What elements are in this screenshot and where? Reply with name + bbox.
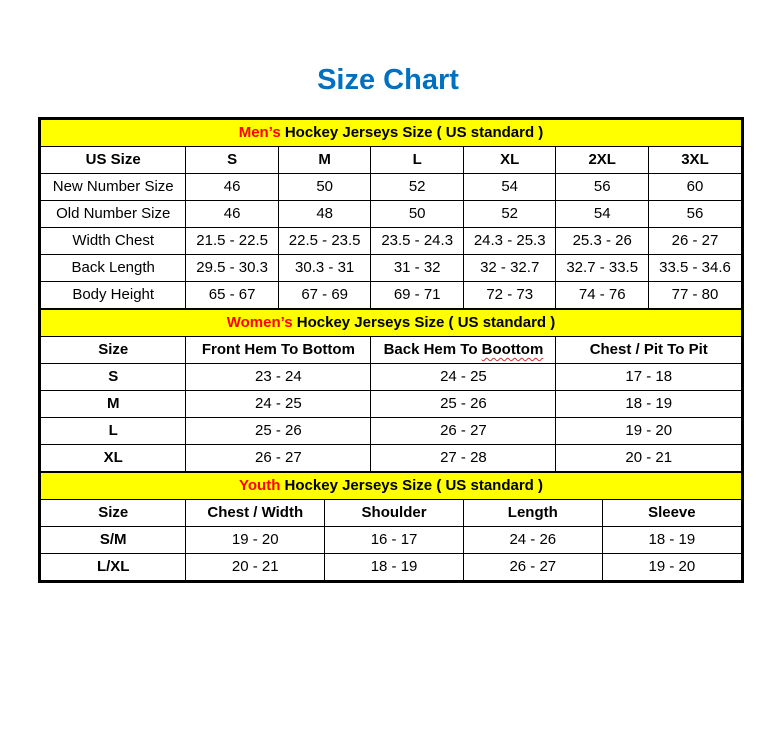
table-row [41, 554, 741, 581]
column-header: XL [463, 147, 556, 174]
data-cell: 22.5 - 23.5 [278, 228, 371, 255]
mens-column-header-row [41, 147, 741, 174]
row-label: Body Height [41, 282, 186, 309]
data-cell: 25 - 26 [186, 418, 371, 445]
row-label: M [41, 391, 186, 418]
data-cell: 50 [371, 201, 464, 228]
column-header: M [278, 147, 371, 174]
data-cell: 31 - 32 [371, 255, 464, 282]
table-caption [41, 310, 741, 337]
data-cell: 52 [463, 201, 556, 228]
column-header: Chest / Pit To Pit [556, 337, 741, 364]
table-row [41, 174, 741, 201]
data-cell: 48 [278, 201, 371, 228]
data-cell: 27 - 28 [371, 445, 556, 472]
column-header: Size [41, 500, 186, 527]
row-label: S/M [41, 527, 186, 554]
row-label: L/XL [41, 554, 186, 581]
row-label: Width Chest [41, 228, 186, 255]
data-cell: 50 [278, 174, 371, 201]
column-header: Shoulder [325, 500, 464, 527]
column-header: Chest / Width [186, 500, 325, 527]
data-cell: 26 - 27 [463, 554, 602, 581]
data-cell: 23.5 - 24.3 [371, 228, 464, 255]
data-cell: 65 - 67 [186, 282, 279, 309]
column-header [371, 337, 556, 364]
caption-highlight: Women’s [226, 313, 293, 331]
youth-column-header-row [41, 500, 741, 527]
column-header: Size [41, 337, 186, 364]
data-cell: 32 - 32.7 [463, 255, 556, 282]
data-cell: 54 [556, 201, 649, 228]
data-cell: 67 - 69 [278, 282, 371, 309]
data-cell: 24.3 - 25.3 [463, 228, 556, 255]
data-cell: 19 - 20 [186, 527, 325, 554]
data-cell: 60 [648, 174, 741, 201]
data-cell: 20 - 21 [186, 554, 325, 581]
table-row [41, 228, 741, 255]
page-title: Size Chart [317, 64, 459, 96]
row-label: Back Length [41, 255, 186, 282]
data-cell: 24 - 25 [186, 391, 371, 418]
size-tables [38, 117, 744, 583]
womens-column-header-row [41, 337, 741, 364]
womens-size-table [41, 309, 741, 472]
data-cell: 52 [371, 174, 464, 201]
data-cell: 30.3 - 31 [278, 255, 371, 282]
data-cell: 26 - 27 [648, 228, 741, 255]
data-cell: 19 - 20 [556, 418, 741, 445]
mens-caption-row [41, 120, 741, 147]
column-header: 2XL [556, 147, 649, 174]
row-label: XL [41, 445, 186, 472]
misspelled-word: Boottom [481, 340, 544, 358]
row-label: S [41, 364, 186, 391]
column-header: Front Hem To Bottom [186, 337, 371, 364]
caption-text: Hockey Jerseys Size ( US standard ) [292, 313, 556, 331]
womens-caption-row [41, 310, 741, 337]
data-cell: 18 - 19 [556, 391, 741, 418]
data-cell: 24 - 26 [463, 527, 602, 554]
table-caption [41, 473, 741, 500]
column-header: L [371, 147, 464, 174]
table-row [41, 282, 741, 309]
table-row [41, 391, 741, 418]
row-label: Old Number Size [41, 201, 186, 228]
data-cell: 18 - 19 [602, 527, 741, 554]
data-cell: 77 - 80 [648, 282, 741, 309]
column-header: S [186, 147, 279, 174]
data-cell: 17 - 18 [556, 364, 741, 391]
column-header-text: Back Hem To [383, 340, 482, 358]
caption-highlight: Youth [239, 476, 281, 494]
data-cell: 46 [186, 201, 279, 228]
data-cell: 33.5 - 34.6 [648, 255, 741, 282]
column-header: Sleeve [602, 500, 741, 527]
mens-size-table [41, 120, 741, 309]
data-cell: 32.7 - 33.5 [556, 255, 649, 282]
table-row [41, 527, 741, 554]
data-cell: 18 - 19 [325, 554, 464, 581]
table-row [41, 201, 741, 228]
column-header: US Size [41, 147, 186, 174]
caption-text: Hockey Jerseys Size ( US standard ) [280, 476, 543, 494]
data-cell: 19 - 20 [602, 554, 741, 581]
column-header: 3XL [648, 147, 741, 174]
caption-text: Hockey Jerseys Size ( US standard ) [280, 123, 544, 141]
data-cell: 46 [186, 174, 279, 201]
data-cell: 23 - 24 [186, 364, 371, 391]
table-row [41, 418, 741, 445]
data-cell: 29.5 - 30.3 [186, 255, 279, 282]
data-cell: 24 - 25 [371, 364, 556, 391]
data-cell: 20 - 21 [556, 445, 741, 472]
data-cell: 56 [648, 201, 741, 228]
data-cell: 25 - 26 [371, 391, 556, 418]
data-cell: 26 - 27 [186, 445, 371, 472]
data-cell: 25.3 - 26 [556, 228, 649, 255]
row-label: New Number Size [41, 174, 186, 201]
youth-caption-row [41, 473, 741, 500]
column-header: Length [463, 500, 602, 527]
youth-size-table [41, 472, 741, 580]
table-row [41, 255, 741, 282]
data-cell: 72 - 73 [463, 282, 556, 309]
data-cell: 26 - 27 [371, 418, 556, 445]
data-cell: 21.5 - 22.5 [186, 228, 279, 255]
table-caption [41, 120, 741, 147]
table-row [41, 445, 741, 472]
data-cell: 54 [463, 174, 556, 201]
data-cell: 74 - 76 [556, 282, 649, 309]
caption-highlight: Men’s [238, 123, 281, 141]
table-row [41, 364, 741, 391]
data-cell: 16 - 17 [325, 527, 464, 554]
row-label: L [41, 418, 186, 445]
data-cell: 56 [556, 174, 649, 201]
data-cell: 69 - 71 [371, 282, 464, 309]
